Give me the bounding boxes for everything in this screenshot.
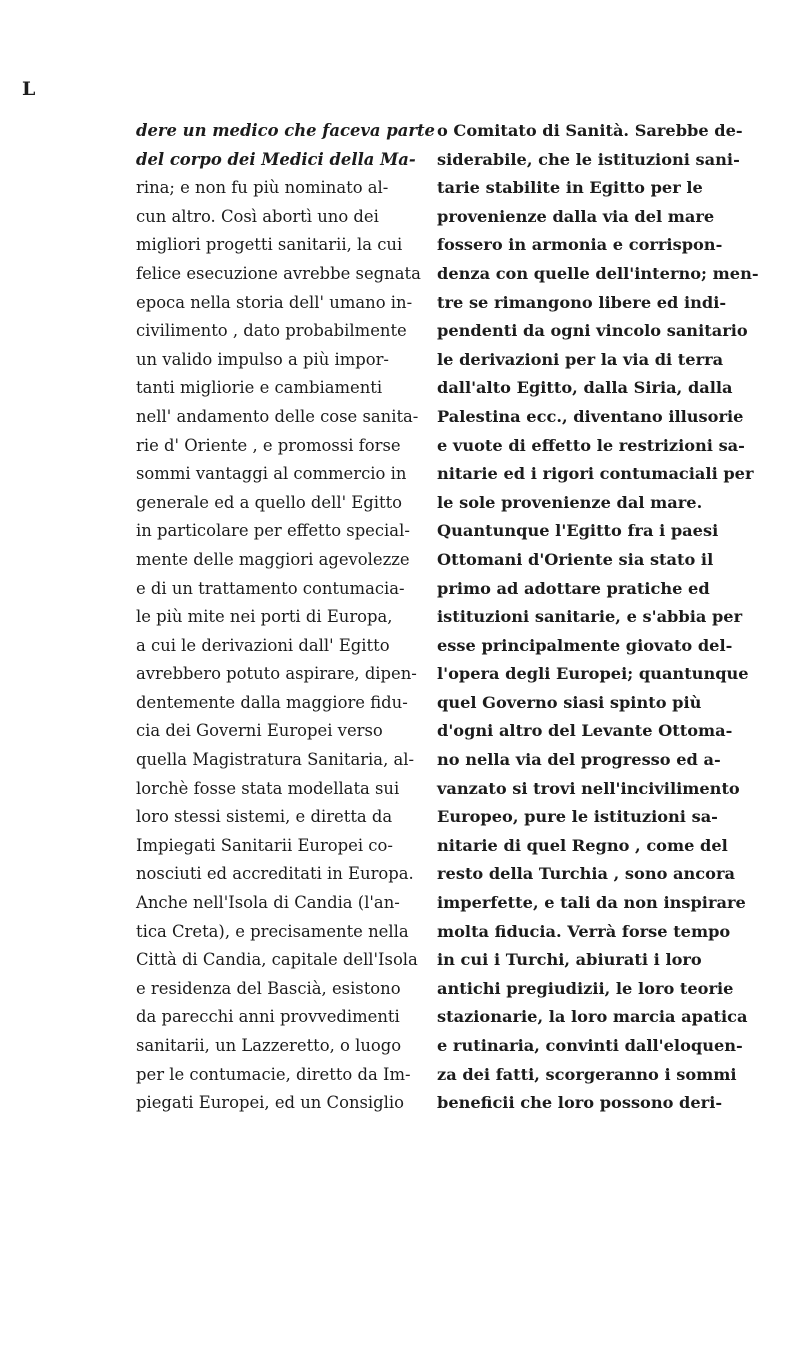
text-line: dere un medico che faceva parte <box>136 121 435 140</box>
text-line: quel Governo siasi spinto più <box>437 692 702 712</box>
page-number-mark: L <box>22 78 36 100</box>
text-line: vanzato si trovi nell'incivilimento <box>437 778 740 798</box>
text-line: beneficii che loro possono deri- <box>437 1093 723 1113</box>
text-line: no nella via del progresso ed a- <box>437 750 721 770</box>
text-line: istituzioni sanitarie, e s'abbia per <box>437 607 743 627</box>
text-line: a cui le derivazioni dall' Egitto <box>136 635 390 655</box>
text-line: lorchè fosse stata modellata sui <box>136 778 400 798</box>
text-line: e rutinaria, convinti dall'eloquen- <box>437 1036 743 1055</box>
text-line: rina; e non fu più nominato al- <box>136 178 389 198</box>
text-line: e di un trattamento contumacia- <box>136 578 405 598</box>
text-line: le più mite nei porti di Europa, <box>136 607 393 627</box>
text-line: Anche nell'Isola di Candia (l'an- <box>136 893 400 913</box>
text-line: tarie stabilite in Egitto per le <box>437 178 703 198</box>
text-line: Ottomani d'Oriente sia stato il <box>437 549 714 569</box>
text-line: le derivazioni per la via di terra <box>437 349 724 369</box>
text-line: epoca nella storia dell' umano in- <box>136 292 413 312</box>
text-line: civilimento , dato probabilmente <box>136 321 407 341</box>
text-line: nosciuti ed accreditati in Europa. <box>136 864 414 884</box>
text-line: cun altro. Così abortì uno dei <box>136 206 379 226</box>
text-line: dall'alto Egitto, dalla Siria, dalla <box>437 378 733 398</box>
text-line: provenienze dalla via del mare <box>437 206 715 226</box>
text-line: cia dei Governi Europei verso <box>136 721 383 741</box>
text-line: quella Magistratura Sanitaria, al- <box>136 750 415 770</box>
text-line: migliori progetti sanitarii, la cui <box>136 235 403 255</box>
text-line: Città di Candia, capitale dell'Isola <box>136 950 418 970</box>
text-line: rie d' Oriente , e promossi forse <box>136 435 401 455</box>
text-line: Quantunque l'Egitto fra i paesi <box>437 521 719 541</box>
text-line: sanitarii, un Lazzeretto, o luogo <box>136 1036 402 1055</box>
text-line: in particolare per effetto special- <box>136 521 410 541</box>
text-line: stazionarie, la loro marcia apatica <box>437 1007 748 1027</box>
text-line: avrebbero potuto aspirare, dipen- <box>136 664 417 684</box>
text-line: l'opera degli Europei; quantunque <box>437 664 749 684</box>
text-line: in cui i Turchi, abiurati i loro <box>437 950 702 970</box>
text-line: imperfette, e tali da non inspirare <box>437 893 746 913</box>
text-line: fossero in armonia e corrispon- <box>437 235 723 255</box>
text-line: molta fiducia. Verrà forse tempo <box>437 921 731 941</box>
text-line: antichi pregiudizii, le loro teorie <box>437 978 734 998</box>
text-line: le sole provenienze dal mare. <box>437 492 703 512</box>
text-line: denza con quelle dell'interno; men- <box>437 263 759 283</box>
text-line: generale ed a quello dell' Egitto <box>136 492 403 512</box>
text-line: Europeo, pure le istituzioni sa- <box>437 807 718 827</box>
text-line: del corpo dei Medici della Ma- <box>136 149 416 169</box>
left-text-column <box>136 117 435 1118</box>
text-line: dentemente dalla maggiore fidu- <box>136 692 408 712</box>
text-line: pendenti da ogni vincolo sanitario <box>437 321 748 341</box>
text-line: e residenza del Bascià, esistono <box>136 978 401 998</box>
text-line: nell' andamento delle cose sanita- <box>136 406 419 426</box>
text-line: Palestina ecc., diventano illusorie <box>437 406 744 426</box>
text-line: e vuote di effetto le restrizioni sa- <box>437 435 745 455</box>
text-line: tica Creta), e precisamente nella <box>136 921 409 941</box>
text-line: per le contumacie, diretto da Im- <box>136 1064 411 1084</box>
text-line: loro stessi sistemi, e diretta da <box>136 807 393 827</box>
text-line: sommi vantaggi al commercio in <box>136 464 407 484</box>
text-line: d'ogni altro del Levante Ottoma- <box>437 721 733 741</box>
text-line: resto della Turchia , sono ancora <box>437 864 735 884</box>
text-line: nitarie di quel Regno , come del <box>437 835 728 855</box>
text-line: esse principalmente giovato del- <box>437 635 733 655</box>
text-line: da parecchi anni provvedimenti <box>136 1007 400 1027</box>
text-line: mente delle maggiori agevolezze <box>136 549 410 569</box>
text-line: Impiegati Sanitarii Europei co- <box>136 835 393 855</box>
text-line: primo ad adottare pratiche ed <box>437 578 710 598</box>
text-line: za dei fatti, scorgeranno i sommi <box>437 1064 737 1084</box>
text-line: nitarie ed i rigori contumaciali per <box>437 464 754 484</box>
text-line: siderabile, che le istituzioni sani- <box>437 149 740 169</box>
text-line: felice esecuzione avrebbe segnata <box>136 263 421 283</box>
text-line: o Comitato di Sanità. Sarebbe de- <box>437 121 743 140</box>
text-line: piegati Europei, ed un Consiglio <box>136 1093 405 1113</box>
right-text-column <box>437 117 759 1118</box>
text-line: tanti migliorie e cambiamenti <box>136 378 383 398</box>
text-line: tre se rimangono libere ed indi- <box>437 292 727 312</box>
text-line: un valido impulso a più impor- <box>136 349 389 369</box>
